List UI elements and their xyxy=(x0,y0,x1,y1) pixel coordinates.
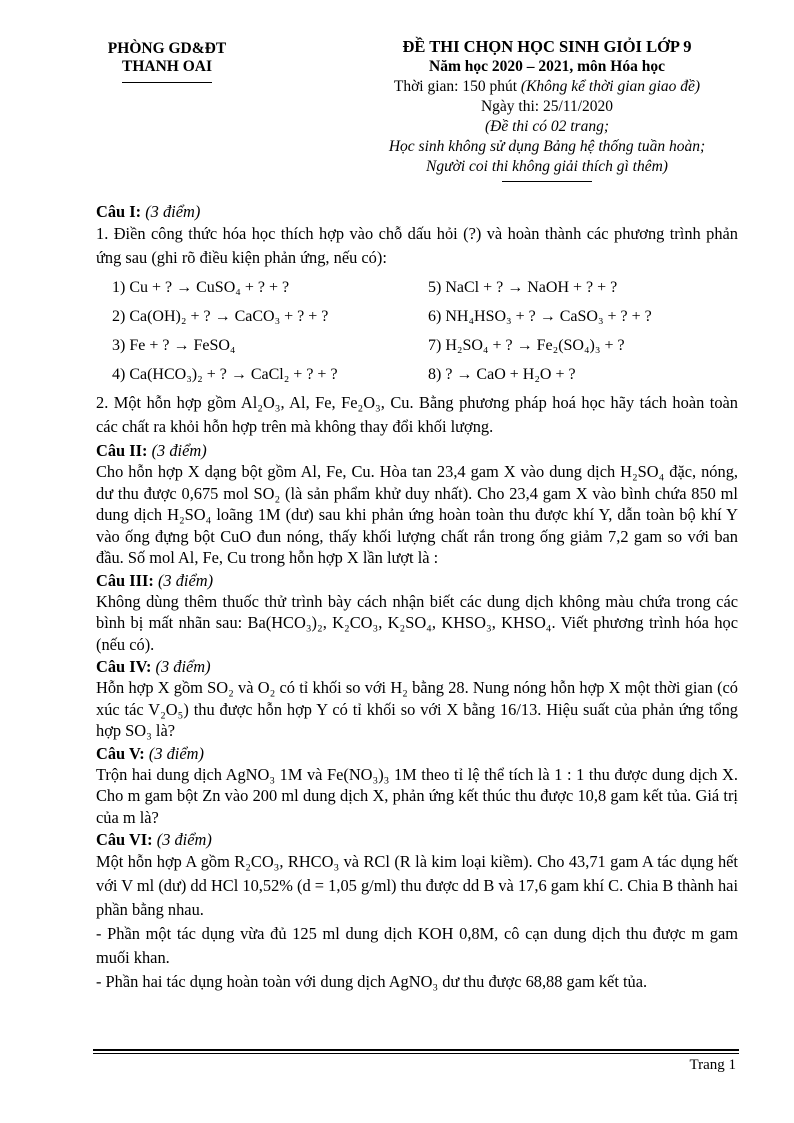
question-2-text: Cho hỗn hợp X dạng bột gồm Al, Fe, Cu. Hòa tan 23,4 gam X vào dung dịch H₂SO₄ đặc, nóng, dư thu được 0,675 mol SO₂ (là sản phẩm khử duy nhất). Cho 23,4 gam X vào bình chứa 850 ml dung dịch H₂SO₄ loãng 1M (dư) sau khi phản ứng hoàn toàn thu được khí Y, dẫn toàn bộ khí Y vào ống đựng bột CuO đun nóng, thấy khối lượng chất rắn trong ống giảm 7,2 gam so với ban đầu. Số mol Al, Fe, Cu trong hỗn hợp X lần lượt là : xyxy=(96,462,738,567)
exam-title: ĐỀ THI CHỌN HỌC SINH GIỎI LỚP 9 xyxy=(402,37,692,56)
equation-2: 2) Ca(OH)₂ + ? → CaCO₃ + ? + ? xyxy=(112,308,329,325)
footer-rule-thick xyxy=(93,1049,739,1051)
equation-6: 6) NH₄HSO₃ + ? → CaSO₃ + ? + ? xyxy=(428,308,652,325)
page-number: Trang 1 xyxy=(689,1057,736,1073)
exam-note-2: Học sinh không sử dụng Bảng hệ thống tuần hoàn; xyxy=(388,138,706,155)
question-3-label: Câu III: xyxy=(96,570,154,590)
equation-3: 3) Fe + ? → FeSO₄ xyxy=(112,337,236,354)
question-2-label: Câu II: xyxy=(96,441,148,460)
question-2-points: (3 điểm) xyxy=(151,441,207,460)
question-6-part-a: - Phần một tác dụng vừa đủ 125 ml dung dịch KOH 0,8M, cô cạn dung dịch thu được m gam muối khan. xyxy=(96,924,738,967)
question-1-label: Câu I: xyxy=(96,202,142,221)
question-3-text: Không dùng thêm thuốc thử trình bày cách nhận biết các dung dịch không màu chứa trong các bình bị mất nhãn sau: Ba(HCO₃)₂, K₂CO₃, K₂SO₄, KHSO₃, KHSO₄. Viết phương trình hóa học (nếu có). xyxy=(96,591,738,654)
question-1-part-2: 2. Một hỗn hợp gồm Al₂O₃, Al, Fe, Fe₂O₃, Cu. Bằng phương pháp hoá học hãy tách hoàn toàn các chất ra khỏi hỗn hợp trên mà không thay đổi khối lượng. xyxy=(96,393,738,436)
question-5-heading xyxy=(96,744,738,764)
question-5-text: Trộn hai dung dịch AgNO₃ 1M và Fe(NO₃)₃ 1M theo tỉ lệ thể tích là 1 : 1 thu được dung dịch X. Cho m gam bột Zn vào 200 ml dung dịch X, phản ứng kết thúc thu được 10,8 gam kết tủa. Giá trị của m là? xyxy=(96,764,738,827)
exam-date: Ngày thi: 25/11/2020 xyxy=(480,98,614,115)
footer-rule-thin xyxy=(93,1053,739,1054)
question-6-label: Câu VI: xyxy=(96,830,153,849)
exam-time-main: Thời gian: 150 phút xyxy=(393,78,521,95)
equation-grid xyxy=(96,273,738,389)
question-6-part-b: - Phần hai tác dụng hoàn toàn với dung dịch AgNO₃ dư thu được 68,88 gam kết tủa. xyxy=(96,972,648,991)
question-1-part-1: 1. Điền công thức hóa học thích hợp vào chỗ dấu hỏi (?) và hoàn thành các phương trình phản ứng sau (ghi rõ điều kiện phản ứng, nếu có): xyxy=(96,224,738,267)
question-5-points: (3 điểm) xyxy=(148,743,204,763)
question-6-heading xyxy=(96,830,738,850)
exam-body xyxy=(96,200,738,994)
header-org-block xyxy=(82,40,252,83)
question-4-heading xyxy=(96,657,738,677)
exam-note-3: Người coi thi không giải thích gì thêm) xyxy=(426,158,668,175)
question-6-points: (3 điểm) xyxy=(156,830,212,849)
question-4-text: Hỗn hợp X gồm SO₂ và O₂ có tỉ khối so với H₂ bằng 28. Nung nóng hỗn hợp X một thời gian (có xúc tác V₂O₅) thu được hỗn hợp Y có tỉ khối so với X bằng 16/13. Hiệu suất của phản ứng tổng hợp SO₃ là? xyxy=(96,678,738,740)
question-6-text: Một hỗn hợp A gồm R₂CO₃, RHCO₃ và RCl (R là kim loại kiềm). Cho 43,71 gam A tác dụng hết với V ml (dư) dd HCl 10,52% (d = 1,05 g/ml) thu được dd B và 17,6 gam khí C. Chia B thành hai phần bằng nhau. xyxy=(96,852,738,919)
exam-year: Năm học 2020 – 2021, môn Hóa học xyxy=(429,58,665,75)
org-underline xyxy=(122,82,212,83)
equation-8: 8) ? → CaO + H₂O + ? xyxy=(428,366,576,383)
title-underline xyxy=(502,181,592,182)
org-name: PHÒNG GD&ĐT THANH OAI xyxy=(107,40,227,75)
equation-1: 1) Cu + ? → CuSO₄ + ? + ? xyxy=(112,279,290,296)
exam-time xyxy=(356,77,738,97)
question-1-points: (3 điểm) xyxy=(145,202,201,221)
equation-5: 5) NaCl + ? → NaOH + ? + ? xyxy=(428,279,618,296)
equation-4: 4) Ca(HCO₃)₂ + ? → CaCl₂ + ? + ? xyxy=(112,366,338,383)
exam-time-note: (Không kể thời gian giao đề) xyxy=(520,78,701,95)
header-title-block xyxy=(356,36,738,182)
question-3-points: (3 điểm) xyxy=(157,570,214,590)
question-2-heading xyxy=(96,441,738,461)
question-3-heading xyxy=(96,571,738,591)
question-5-label: Câu V: xyxy=(96,743,145,763)
question-4-points: (3 điểm) xyxy=(155,657,211,676)
equation-7: 7) H₂SO₄ + ? → Fe₂(SO₄)₃ + ? xyxy=(428,337,625,354)
question-4-label: Câu IV: xyxy=(96,657,152,676)
exam-note-1: (Đề thi có 02 trang; xyxy=(485,118,609,135)
question-1-heading xyxy=(96,202,738,222)
